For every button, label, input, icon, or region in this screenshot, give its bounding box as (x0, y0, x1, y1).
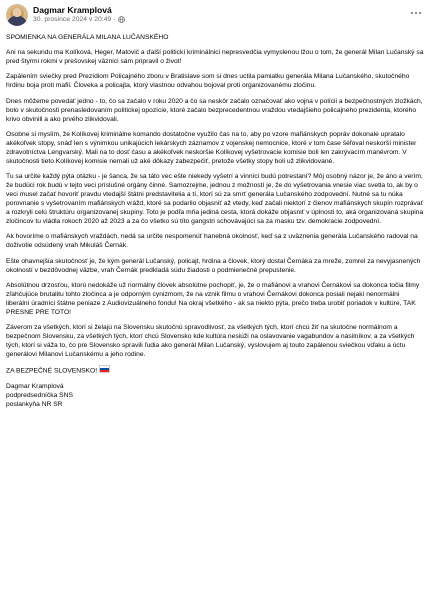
paragraph-4: Osobne si myslím, že Kolíkovej kriminálne komando dostatočne využilo čas na to, aby po vzore mafiánskych popráv dokonale upratalo akékoľvek stopy, snáď len s výnimkou unikajúcich lekárskych záznamov z vojenskej nemocnice, ktoré v tom čase šéfoval neskorší minister zdravotníctva Lengvarský. Mali na to dosť času a akékoľvek neskoršie Kolíkovej vyšetrovacie komisie boli len zakrývacím manévrom. V skutočnosti tieto Kolíkovej komisie nemali už aké dôkazy zabezpečiť, pretože všetky stopy boli už zlikvidované. (6, 130, 417, 165)
globe-icon (118, 16, 125, 23)
post-meta (33, 16, 125, 23)
paragraph-8: Absolútnou drzosťou, ktorú nedokáže už normálny človek absolútne pochopiť, je, že o mafiánovi a vrahovi Černákovi sa dokonca točia filmy zľahčujúce brutalitu tohto zločinca a je odporným cynizmom, že na vznik filmu o vrahovi Černákovi dokonca posiali nejakí nenormálni liberální úradníci štátne peniaze z Audiovizuálneho fondu! Na okraj všetkého - ak sa niekto pýta, prečo treba urobiť poriadok v kultúre, TAK PRESNE PRE TOTO! (6, 281, 420, 316)
signature-title: poslankyňa NR SR (6, 401, 63, 409)
post-heading: SPOMIENKA NA GENERÁLA MILANA LUČANSKÉHO (6, 34, 169, 41)
slovak-flag-icon (99, 365, 110, 373)
author-avatar[interactable] (6, 4, 28, 26)
signature-name: Dagmar Kramplová (6, 382, 64, 390)
author-name[interactable]: Dagmar Kramplová (33, 5, 112, 15)
paragraph-3: Dnes môžeme povedať jedno - to, čo sa začalo v roku 2020 a čo sa neskôr začalo označovať ako vojna v polícii a bezpečnostných zložkách, bolo v skutočnosti prenasledovaním politickej opozície, ktoré začalo bezprecedentnou vraždou vtedajšieho policajného prezidenta, ktorého krivo obvinili a ako prvého zlikvidovali. (6, 97, 423, 123)
paragraph-2: Zapálením sviečky pred Prezídiom Policajného zboru v Bratislave som si dnes uctila pamiatku generála Milana Lučanského, skutočného hrdinu boja proti mafii. Človeka a policajta, ktorý vlastnou odvahou bojoval proti organizovanému zločinu. (6, 73, 410, 90)
paragraph-9: Záverom za všetkých, ktorí si želajú na Slovensku skutočnú spravodlivosť, za všetkých tých, ktorí chcú žiť na skutočne normálnom a bezpečnom Slovensku, za všetkých tých, ktorí chcú Slovensko kde kultúra nesiúži na oslavovanie vagabundov a násilníkov, a za všetkých tých, ktorí si váža to, čo pre Slovensko spravili ľudia ako generál Milan Lučanský, vyslovujem aj touto zapálenou sviečkou vďaku a úctu generálovi Milanovi Lučanskému a jeho rodine. (6, 324, 415, 359)
paragraph-6: Ak hovoríme o mafiánskych vraždách, nedá sa určite nespomenúť hanebná okolnosť, keď sa z uväznenia generála Lučanského radoval na doživotie odsúdený vrah Mikuláš Černák. (6, 233, 418, 250)
meta-separator: · (113, 16, 116, 23)
closing-line (6, 365, 424, 376)
paragraph-1: Ani na sekundu ma Kolíková, Heger, Matovič a ďalší politickí kriminálnici nepresvedčia vymyslenou lžou o tom, že generál Milan Lučanský sa pred štyrmi rokmi v prešovskej väznici sám pripravil o život! (6, 49, 424, 66)
signature-role: podpredsedníčka SNS (6, 392, 73, 400)
post-timestamp[interactable]: 30. prosince 2024 v 20:49 (33, 16, 112, 23)
closing-text: ZA BEZPEČNÉ SLOVENSKO! (6, 367, 98, 375)
post-body (6, 33, 424, 409)
paragraph-5: Tu sa určite každý pýta otázku - je šanca, že sa táto vec ešte niekedy vyšetrí a vinníci budú potrestaní? Môj osobný názor je, že áno a verím, že budúci rok budú v tejto veci príslušné orgány činné. Samozrejme, jednou z možností je, že do vyšetrovania vnesie viac svetla to, ak by o veci musel začať hovoriť pravdu vtedajší štátni predstavitelia a tí, ktorí sú za smrť generála Lučanského zodpovední. Nutné sa tu núka porovnanie s vyšetrovaním mafiánskych vrážd, ktoré sa podarilo objasniť až vtedy, keď začali niektorí z členov mafiánskych skupín rozprávať a rozkryli celú štruktúru organizovanej skupiny. Toto je podľa mňa jediná cesta, ktorá dokáže objasniť v úplnosti to, aká organizovaná skupina zločincov tu vládla rokoch 2020 až 2023 a za čo všetko sú títo gangstri schovávajúci sa za masku tzv. demokracie zodpovední. (6, 173, 424, 226)
post-header (6, 4, 424, 28)
paragraph-7: Ešte ohavnejšia skutočnosť je, že kým generál Lučanský, policajt, hrdina a človek, ktorý dostal Černáka za mreže, zomrel za nevyjasnených okolností v bezdôvodnej väzbe, vrah Černák predkladá súdu žiadosti o podmienečné prepustenie. (6, 257, 421, 274)
more-options-icon[interactable] (408, 8, 424, 18)
